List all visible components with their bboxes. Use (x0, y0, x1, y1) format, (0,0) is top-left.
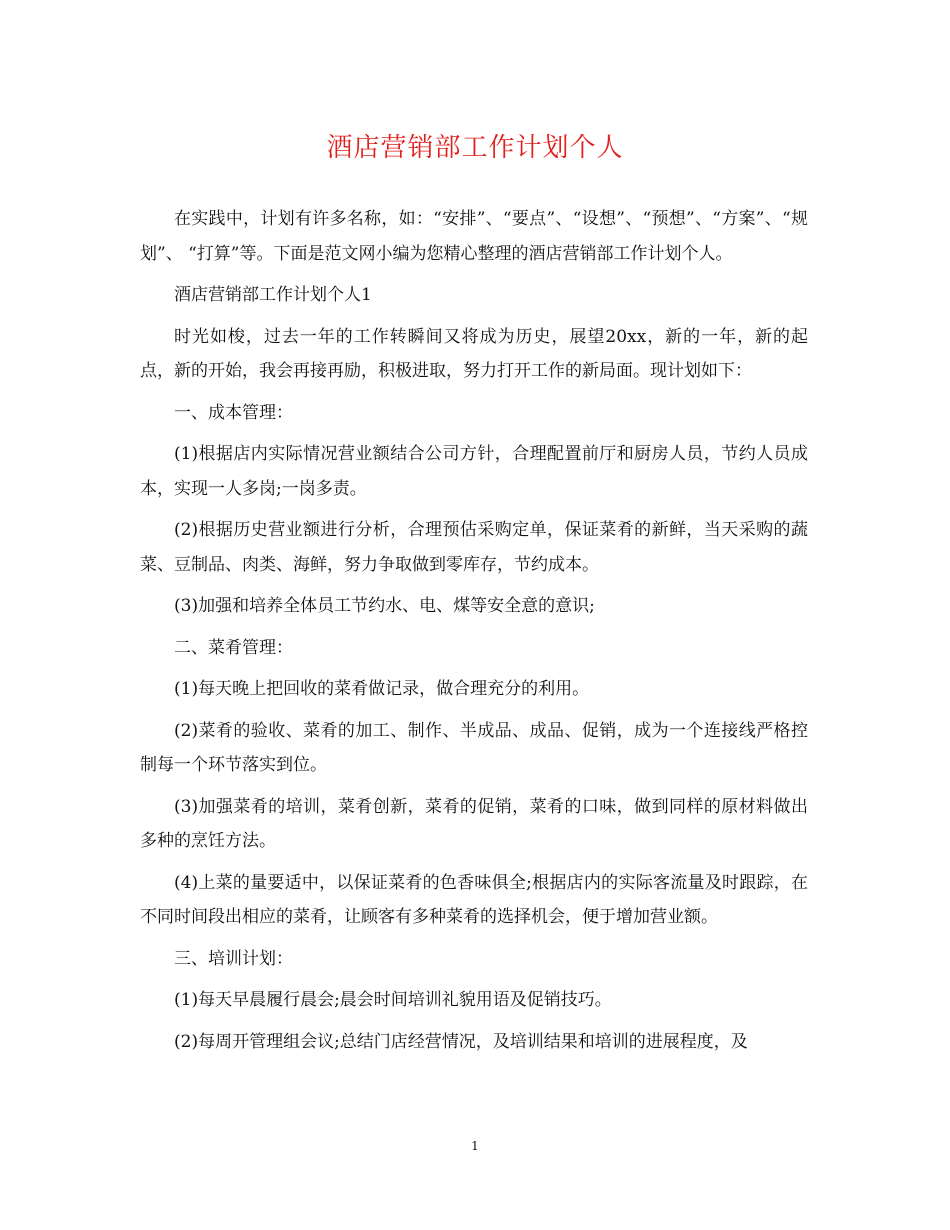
list-item: (3)加强和培养全体员工节约水、电、煤等安全意的意识; (174, 596, 595, 616)
paragraph-intro: 在实践中，计划有许多名称，如：“安排”、“要点”、“设想”、“预想”、“方案”、“规划”、 “打算”等。下面是范文网小编为您精心整理的酒店营销部工作计划个人。 (140, 209, 808, 264)
list-item: (2)菜肴的验收、菜肴的加工、制作、半成品、成品、促销，成为一个连接线严格控制每一个环节落实到位。 (140, 720, 808, 775)
list-item: (3)加强菜肴的培训，菜肴创新，菜肴的促销，菜肴的口味，做到同样的原材料做出多种的烹饪方法。 (140, 796, 808, 851)
list-item: (1)每天晚上把回收的菜肴做记录，做合理充分的利用。 (174, 679, 590, 699)
list-item: (1)根据店内实际情况营业额结合公司方针，合理配置前厅和厨房人员，节约人员成本，实现一人多岗;一岗多责。 (140, 444, 808, 499)
list-item: (4)上菜的量要适中，以保证菜肴的色香味俱全;根据店内的实际客流量及时跟踪，在不同时间段出相应的菜肴，让顾客有多种菜肴的选择机会，便于增加营业额。 (140, 872, 808, 927)
page-title: 酒店营销部工作计划个人 (326, 133, 624, 163)
list-item: (2)根据历史营业额进行分析，合理预估采购定单，保证菜肴的新鲜，当天采购的蔬菜、豆制品、肉类、海鲜，努力争取做到零库存，节约成本。 (140, 520, 808, 575)
list-item: (2)每周开管理组会议;总结门店经营情况，及培训结果和培训的进展程度，及 (174, 1031, 748, 1052)
document-body (140, 202, 808, 1066)
section-heading-cost: 一、成本管理： (174, 402, 293, 423)
section-heading-plan-1: 酒店营销部工作计划个人1 (174, 285, 372, 305)
list-item: (1)每天早晨履行晨会;晨会时间培训礼貌用语及促销技巧。 (174, 990, 612, 1010)
section-heading-dishes: 二、菜肴管理： (174, 637, 293, 658)
section-heading-training: 三、培训计划： (174, 948, 293, 969)
page-number: 1 (471, 1139, 479, 1153)
paragraph-opening: 时光如梭，过去一年的工作转瞬间又将成为历史，展望20xx，新的一年，新的起点，新的开始，我会再接再励，积极进取，努力打开工作的新局面。现计划如下： (140, 326, 808, 381)
